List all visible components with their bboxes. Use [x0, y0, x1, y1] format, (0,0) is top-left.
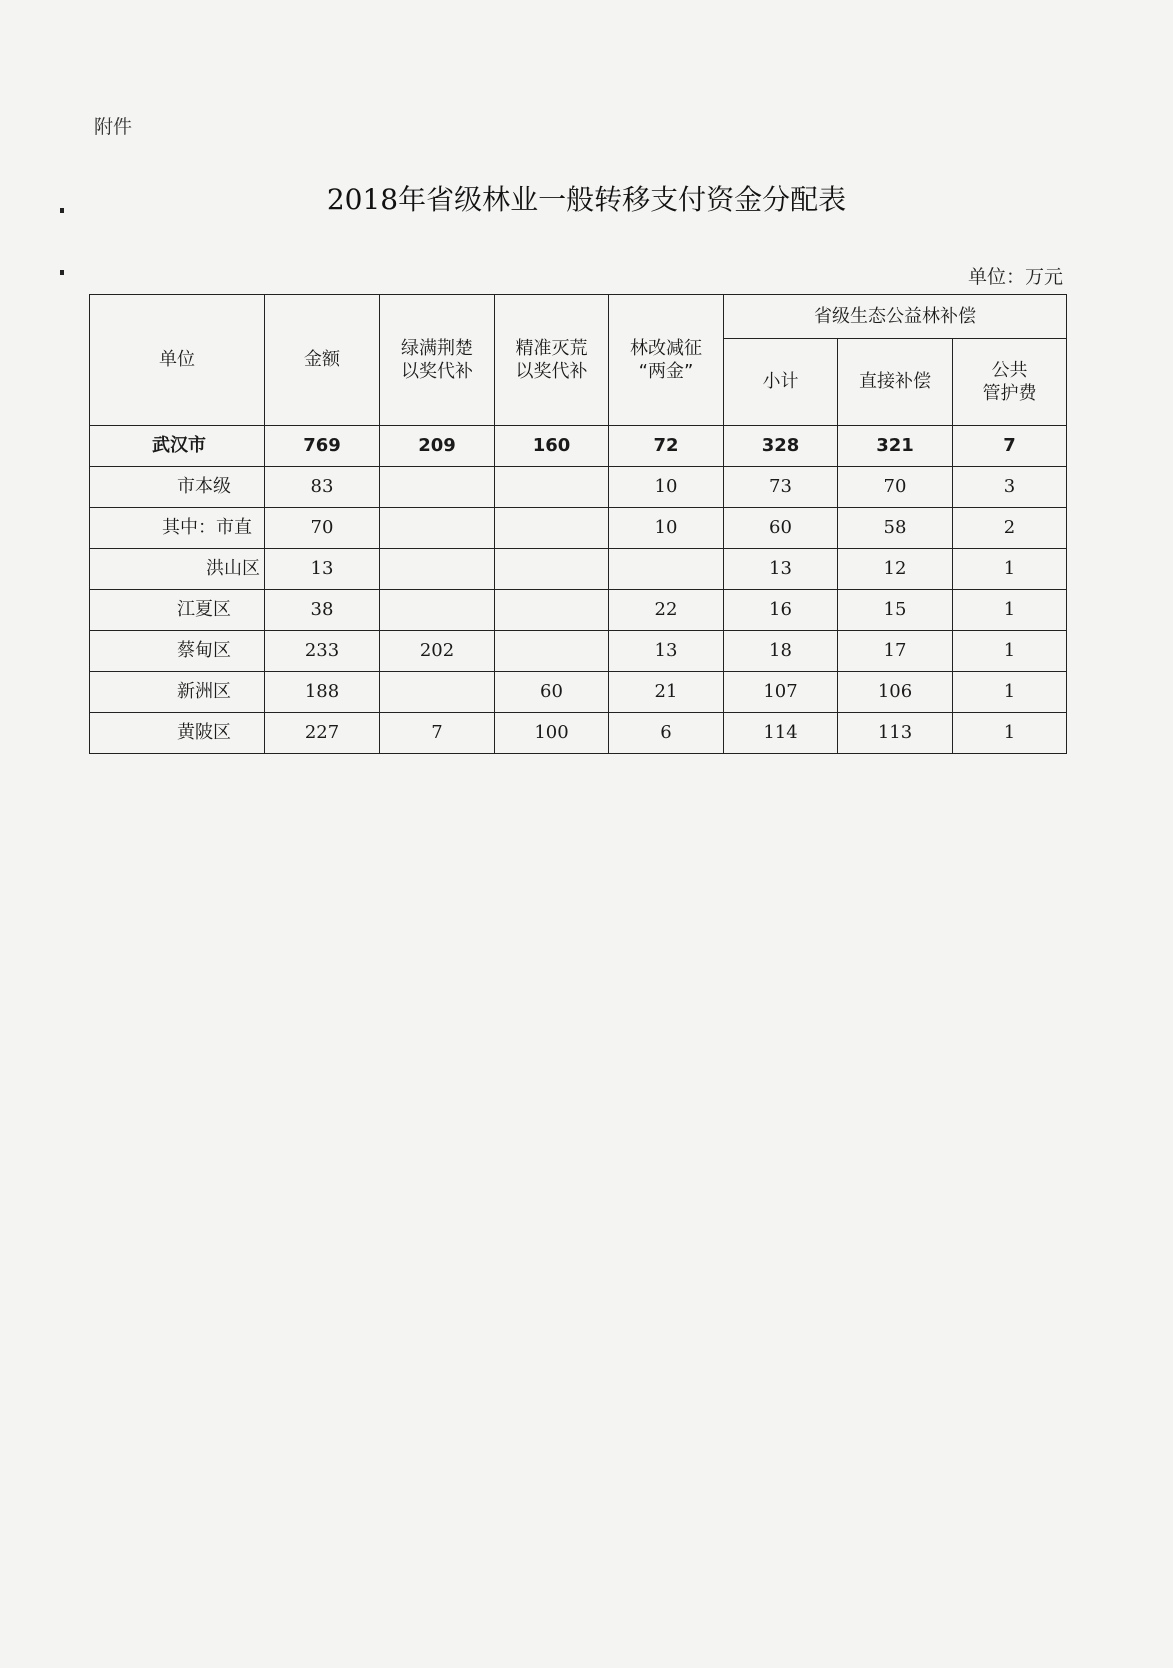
cell-barren [495, 590, 609, 631]
table-row [90, 590, 1067, 631]
cell-direct: 321 [838, 426, 953, 467]
cell-subtotal: 114 [724, 713, 838, 754]
header-reform [609, 295, 724, 426]
cell-direct: 58 [838, 508, 953, 549]
cell-direct: 70 [838, 467, 953, 508]
cell-name: 市本级 [90, 467, 265, 508]
cell-subtotal: 107 [724, 672, 838, 713]
cell-barren: 60 [495, 672, 609, 713]
cell-green: 202 [380, 631, 495, 672]
cell-green: 7 [380, 713, 495, 754]
header-barren-line1: 精准灭荒 [515, 337, 588, 359]
cell-green [380, 508, 495, 549]
cell-barren: 100 [495, 713, 609, 754]
header-eco-group: 省级生态公益林补偿 [724, 295, 1067, 339]
header-reform-line1: 林改减征 [630, 337, 702, 359]
cell-public: 3 [953, 467, 1067, 508]
header-unit: 单位 [90, 295, 265, 426]
table-row [90, 508, 1067, 549]
header-green-line1: 绿满荆楚 [401, 337, 473, 359]
cell-public: 1 [953, 713, 1067, 754]
cell-direct: 113 [838, 713, 953, 754]
header-green-line2: 以奖代补 [401, 361, 473, 382]
table-row [90, 713, 1067, 754]
cell-green [380, 467, 495, 508]
cell-public: 1 [953, 549, 1067, 590]
cell-subtotal: 73 [724, 467, 838, 508]
cell-direct: 17 [838, 631, 953, 672]
header-public-line1: 公共 [991, 359, 1028, 381]
cell-amount: 83 [265, 467, 380, 508]
header-subtotal: 小计 [724, 339, 838, 426]
cell-name: 蔡甸区 [90, 631, 265, 672]
cell-direct: 12 [838, 549, 953, 590]
cell-green: 209 [380, 426, 495, 467]
cell-reform: 13 [609, 631, 724, 672]
cell-public: 7 [953, 426, 1067, 467]
table-row [90, 549, 1067, 590]
cell-name: 洪山区 [90, 549, 265, 590]
cell-subtotal: 328 [724, 426, 838, 467]
header-barren-line2: 以奖代补 [515, 361, 588, 382]
cell-barren [495, 467, 609, 508]
header-public [953, 339, 1067, 426]
table-row [90, 631, 1067, 672]
cell-amount: 38 [265, 590, 380, 631]
cell-amount: 13 [265, 549, 380, 590]
cell-green [380, 590, 495, 631]
cell-barren: 160 [495, 426, 609, 467]
cell-green [380, 672, 495, 713]
unit-note: 单位：万元 [967, 266, 1063, 288]
header-reform-line2: “两金” [638, 361, 694, 382]
cell-amount: 70 [265, 508, 380, 549]
header-amount: 金额 [265, 295, 380, 426]
cell-public: 1 [953, 631, 1067, 672]
cell-subtotal: 60 [724, 508, 838, 549]
document-title: 2018年省级林业一般转移支付资金分配表 [326, 183, 847, 216]
cell-barren [495, 631, 609, 672]
cell-reform: 72 [609, 426, 724, 467]
cell-public: 1 [953, 590, 1067, 631]
cell-green [380, 549, 495, 590]
cell-barren [495, 549, 609, 590]
header-green [380, 295, 495, 426]
cell-subtotal: 16 [724, 590, 838, 631]
table-row [90, 426, 1067, 467]
cell-amount: 188 [265, 672, 380, 713]
cell-subtotal: 13 [724, 549, 838, 590]
cell-amount: 769 [265, 426, 380, 467]
allocation-table [89, 294, 1067, 754]
cell-reform: 21 [609, 672, 724, 713]
cell-reform: 6 [609, 713, 724, 754]
cell-name: 黄陂区 [90, 713, 265, 754]
attachment-label: 附件 [94, 116, 133, 138]
header-barren [495, 295, 609, 426]
margin-mark [60, 270, 64, 275]
header-public-line2: 管护费 [982, 383, 1037, 404]
cell-name: 江夏区 [90, 590, 265, 631]
table-row [90, 672, 1067, 713]
cell-public: 2 [953, 508, 1067, 549]
cell-direct: 15 [838, 590, 953, 631]
cell-reform [609, 549, 724, 590]
cell-direct: 106 [838, 672, 953, 713]
table-row [90, 467, 1067, 508]
cell-reform: 10 [609, 508, 724, 549]
cell-amount: 227 [265, 713, 380, 754]
cell-barren [495, 508, 609, 549]
cell-subtotal: 18 [724, 631, 838, 672]
cell-amount: 233 [265, 631, 380, 672]
header-direct: 直接补偿 [838, 339, 953, 426]
cell-name: 新洲区 [90, 672, 265, 713]
cell-reform: 22 [609, 590, 724, 631]
cell-name: 其中：市直 [90, 508, 265, 549]
cell-public: 1 [953, 672, 1067, 713]
cell-name: 武汉市 [90, 426, 265, 467]
cell-reform: 10 [609, 467, 724, 508]
